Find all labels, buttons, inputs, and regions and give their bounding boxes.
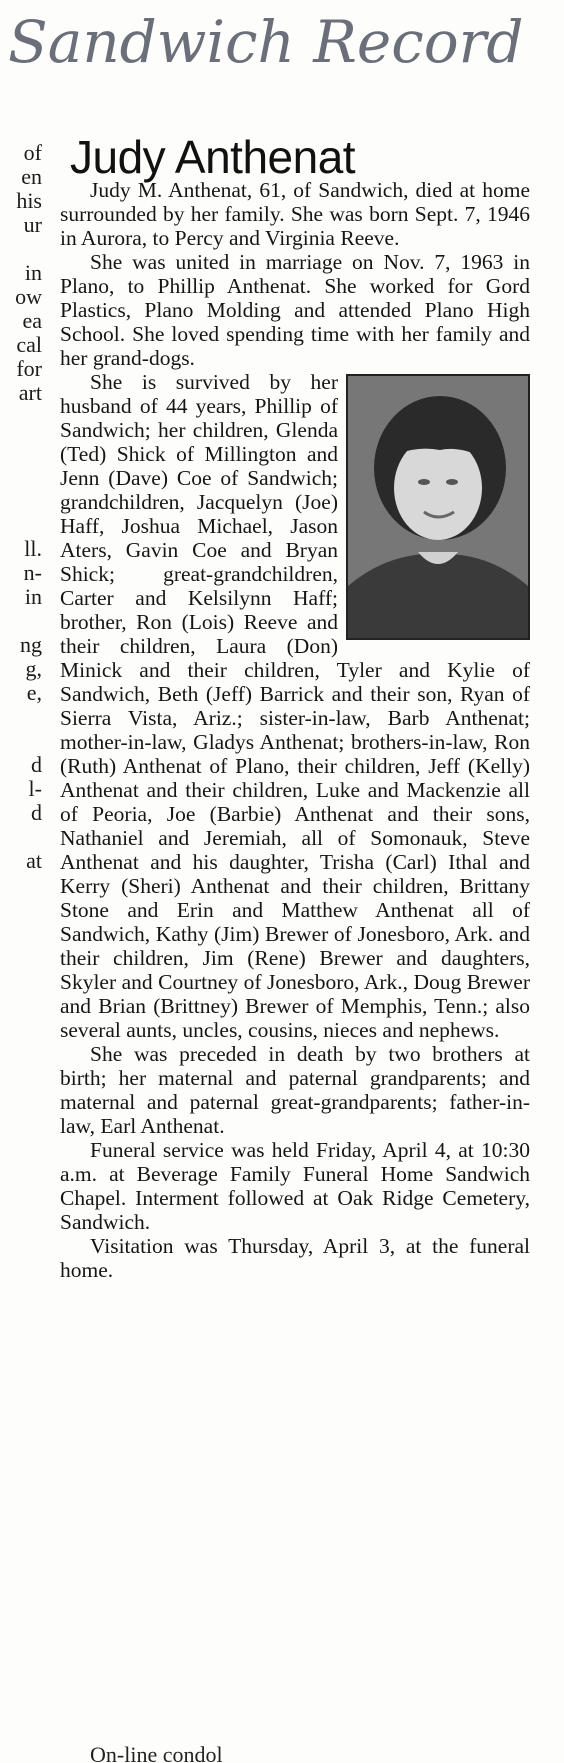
fragment: g, [25, 656, 42, 681]
fragment: in [24, 260, 42, 285]
fragment: ll. [24, 536, 42, 561]
obituary-headline: Judy Anthenat [70, 131, 356, 183]
fragment: l- [28, 776, 42, 801]
cut-off-line: On-line condol [90, 1743, 223, 1763]
handwritten-text: Sandwich Record [8, 8, 524, 76]
fragment: in [24, 584, 42, 609]
fragment: his [16, 188, 42, 213]
obituary-body [60, 178, 530, 1282]
fragment: en [21, 164, 42, 189]
fragment: ng [20, 632, 42, 657]
paragraph-marriage: She was united in marriage on Nov. 7, 1963 in Plano, to Phillip Anthenat. She worked for Gord Plastics, Plano Molding and attended Plano High School. She loved spending time with her family and her grand-dogs. [60, 250, 530, 370]
paragraph-survivors: She is survived by her husband of 44 years, Phillip of Sandwich; her children, Glenda (Ted) Shick of Millington and Jenn (Dave) Coe of Sandwich; grandchildren, Jacquelyn (Joe) Haff, Joshua Michael, Jason Aters, Gavin Coe and Bryan Shick; great-grandchildren, Carter and Kelsilynn Haff; brother, Ron (Lois) Reeve and their children, Laura (Don) Minick and their children, Tyler and Kylie of Sandwich, Beth (Jeff) Barrick and their son, Ryan of Sierra Vista, Ariz.; sister-in-law, Barb Anthenat; mother-in-law, Gladys Anthenat; brothers-in-law, Ron (Ruth) Anthenat of Plano, their children, Jeff (Kelly) Anthenat and their children, Luke and Mackenzie all of Peoria, Joe (Barbie) Anthenat and their sons, Nathaniel and Jeremiah, all of Somonauk, Steve Anthenat and his daughter, Trisha (Carl) Ithal and Kerry (Sheri) Anthenat and their children, Brittany Stone and Erin and Matthew Anthenat all of Sandwich, Kathy (Jim) Brewer of Jonesboro, Ark. and their children, Jim (Rene) Brewer and daughters, Skyler and Courtney of Jonesboro, Ark., Doug Brewer and Brian (Brittney) Brewer of Memphis, Tenn.; also several aunts, uncles, cousins, nieces and nephews. [60, 370, 530, 1042]
fragment: ow [15, 284, 42, 309]
paragraph-preceded: She was preceded in death by two brothers at birth; her maternal and paternal grandparents; and maternal and paternal great-grandparents; father-in-law, Earl Anthenat. [60, 1042, 530, 1138]
fragment: cal [16, 332, 42, 357]
fragment: n- [23, 560, 42, 585]
fragment: e, [26, 680, 42, 705]
fragment: d [31, 800, 42, 825]
paragraph-visitation: Visitation was Thursday, April 3, at the funeral home. [60, 1234, 530, 1282]
fragment: ea [22, 308, 42, 333]
fragment: d [31, 752, 42, 777]
paragraph-birth: Judy M. Anthenat, 61, of Sandwich, died at home surrounded by her family. She was born Sept. 7, 1946 in Aurora, to Percy and Virginia Reeve. [60, 178, 530, 250]
fragment: art [18, 380, 42, 405]
adjacent-column-fragments [0, 0, 46, 1763]
paragraph-funeral: Funeral service was held Friday, April 4, at 10:30 a.m. at Beverage Family Funeral Home Sandwich Chapel. Interment followed at Oak Ridge Cemetery, Sandwich. [60, 1138, 530, 1234]
handwritten-title [8, 2, 528, 82]
fragment: ur [23, 212, 42, 237]
fragment: at [26, 848, 42, 873]
portrait-photo [346, 374, 530, 640]
fragment: of [23, 140, 42, 165]
fragment: for [16, 356, 42, 381]
